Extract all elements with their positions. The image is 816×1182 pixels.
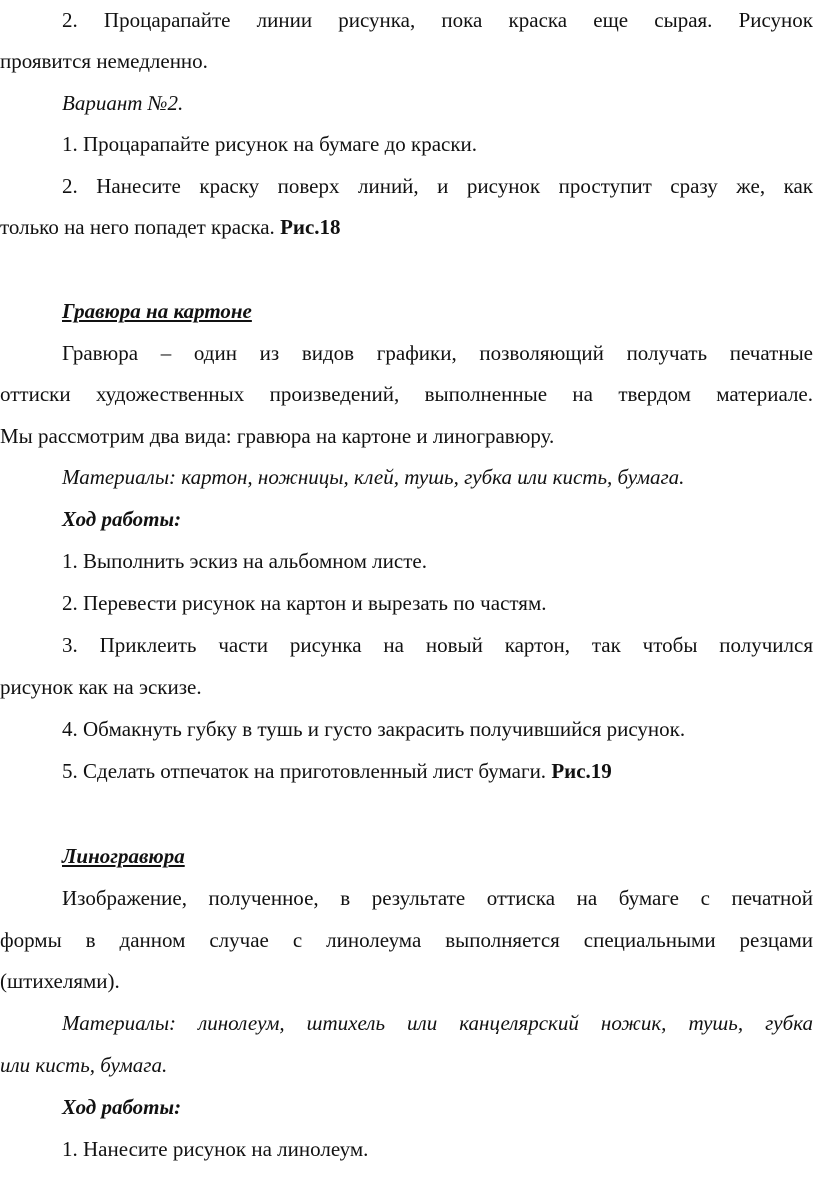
cardboard-step3-line1: 3. Приклеить части рисунка на новый картон, так чтобы получился — [62, 633, 813, 657]
linocut-workflow-heading: Ход работы: — [62, 1095, 182, 1119]
cardboard-step2: 2. Перевести рисунок на картон и вырезать по частям. — [62, 591, 547, 615]
cardboard-step5-text: 5. Сделать отпечаток на приготовленный лист бумаги. — [62, 759, 547, 783]
cardboard-step1: 1. Выполнить эскиз на альбомном листе. — [62, 549, 427, 573]
linocut-materials-line1: Материалы: линолеум, штихель или канцелярский ножик, тушь, губка — [62, 1011, 813, 1035]
figure-ref-19: Рис.19 — [551, 759, 612, 783]
cardboard-heading: Гравюра на картоне — [62, 299, 252, 323]
linocut-intro-line1: Изображение, полученное, в результате оттиска на бумаге с печатной — [62, 886, 813, 910]
cardboard-intro-line2: оттиски художественных произведений, выполненные на твердом материале. — [0, 382, 813, 406]
variant2-step2-line1: 2. Нанесите краску поверх линий, и рисунок проступит сразу же, как — [62, 174, 813, 198]
cardboard-step5 — [62, 757, 813, 785]
linocut-heading: Линогравюра — [62, 844, 185, 868]
cardboard-step4: 4. Обмакнуть губку в тушь и густо закрасить получившийся рисунок. — [62, 717, 686, 741]
variant1-step2-line2: проявится немедленно. — [0, 49, 208, 73]
variant1-step2-line1: 2. Процарапайте линии рисунка, пока краска еще сырая. Рисунок — [62, 8, 813, 32]
variant2-title: Вариант №2. — [62, 91, 184, 115]
cardboard-step3-line2: рисунок как на эскизе. — [0, 675, 202, 699]
figure-ref-18: Рис.18 — [280, 215, 341, 239]
cardboard-intro-line3: Мы рассмотрим два вида: гравюра на картоне и линогравюру. — [0, 424, 555, 448]
cardboard-intro-line1: Гравюра – один из видов графики, позволяющий получать печатные — [62, 341, 813, 365]
linocut-intro-line3: (штихелями). — [0, 969, 120, 993]
variant2-step1: 1. Процарапайте рисунок на бумаге до краски. — [62, 132, 478, 156]
linocut-intro-line2: формы в данном случае с линолеума выполняется специальными резцами — [0, 928, 813, 952]
variant2-step2-text: только на него попадет краска. — [0, 215, 275, 239]
linocut-step1: 1. Нанесите рисунок на линолеум. — [62, 1137, 369, 1161]
cardboard-workflow-heading: Ход работы: — [62, 507, 182, 531]
linocut-materials-line2: или кисть, бумага. — [0, 1053, 168, 1077]
cardboard-materials: Материалы: картон, ножницы, клей, тушь, губка или кисть, бумага. — [62, 465, 685, 489]
variant2-step2-line2 — [0, 213, 813, 241]
